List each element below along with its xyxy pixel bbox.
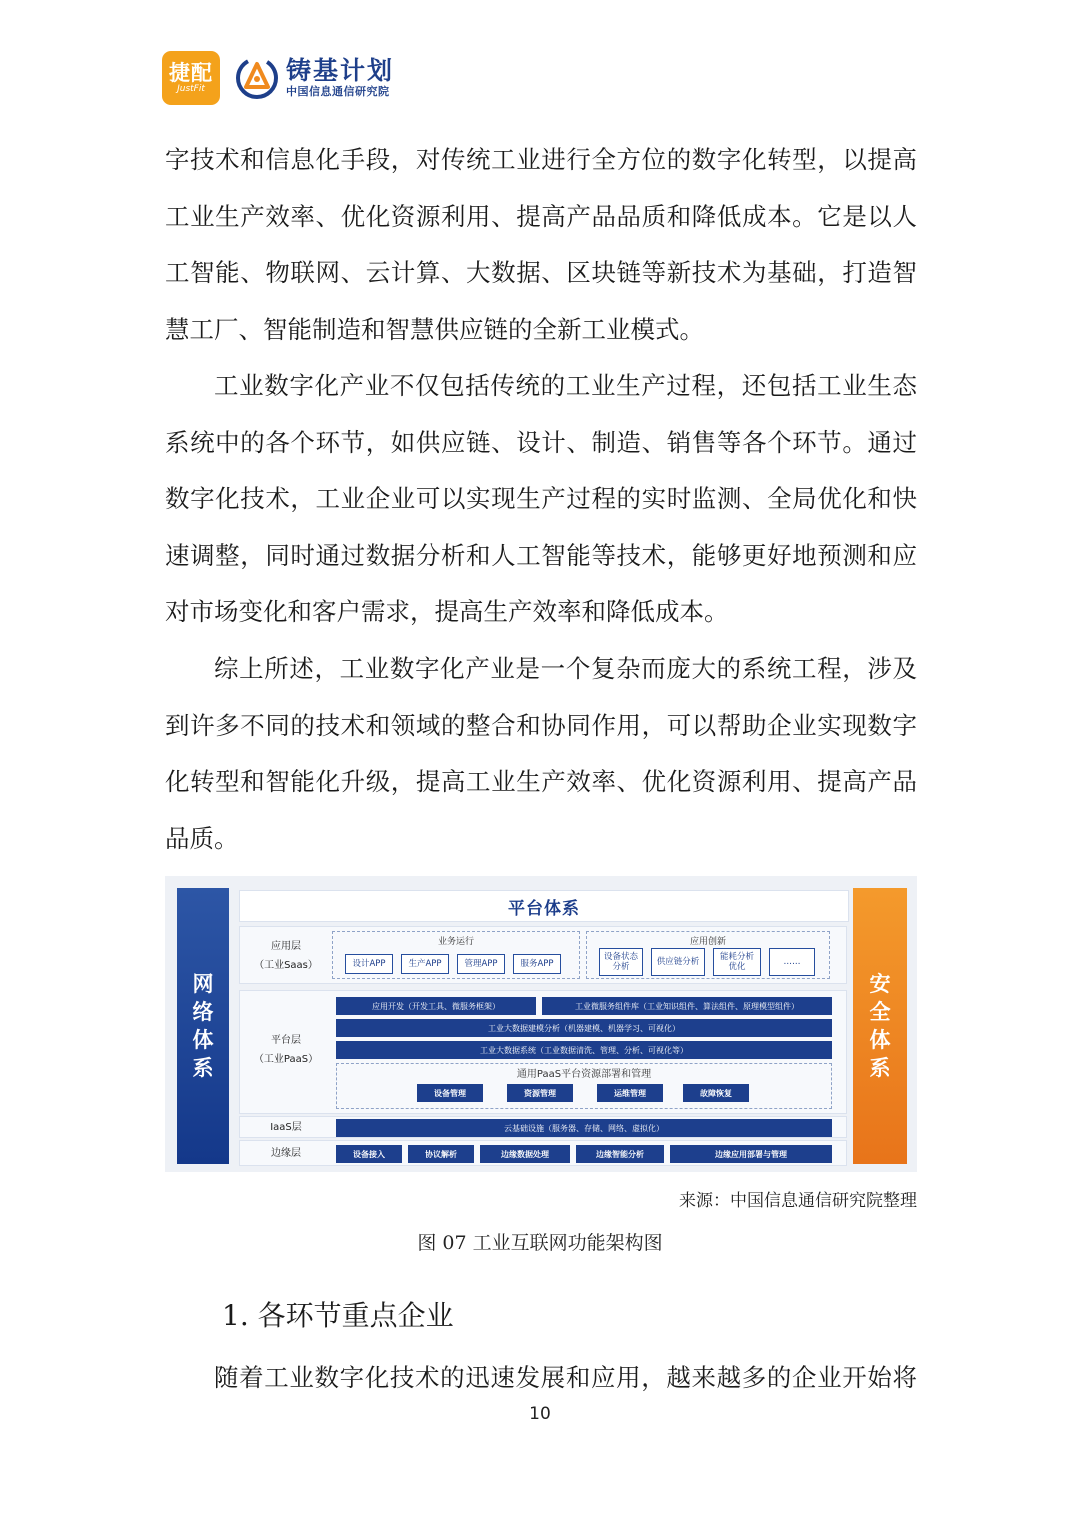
layer-label-line: （工业Saas） (254, 960, 318, 971)
zhuji-emblem-icon (234, 55, 280, 101)
edge-item: 边缘智能分析 (576, 1145, 664, 1163)
general-paas-title: 通用PaaS平台资源部署和管理 (516, 1069, 652, 1080)
edge-layer (239, 1140, 847, 1166)
iaas-layer-label: IaaS层 (270, 1122, 302, 1133)
general-paas-item: 故障恢复 (683, 1084, 749, 1102)
paragraph-1 (165, 132, 917, 358)
app-dev-bar: 应用开发（开发工具、微服务框架） (336, 997, 536, 1015)
layer-label-line: （工业PaaS） (253, 1054, 319, 1065)
general-paas-item: 资源管理 (507, 1084, 573, 1102)
paas-layer (239, 990, 847, 1114)
general-paas-item: 设备管理 (417, 1084, 483, 1102)
edge-item: 边缘数据处理 (480, 1145, 570, 1163)
business-chip: 设计APP (345, 954, 393, 974)
paragraph-line: 慧工厂、智能制造和智慧供应链的全新工业模式。 (165, 314, 704, 344)
general-paas-group (336, 1063, 832, 1109)
edge-item: 边缘应用部署与管理 (670, 1145, 832, 1163)
zhuji-logo-org: 中国信息通信研究院 (286, 85, 390, 98)
paas-layer-label (244, 1031, 328, 1069)
application-layer-label (244, 937, 328, 975)
edge-layer-label: 边缘层 (271, 1148, 301, 1159)
paragraph-line: 品质。 (165, 823, 239, 853)
iaas-layer (239, 1116, 847, 1138)
security-system-bar (853, 888, 907, 1164)
business-chip: 管理APP (457, 954, 505, 974)
business-group (332, 931, 580, 979)
paragraph-3 (165, 641, 917, 867)
paragraph-4 (165, 1350, 917, 1407)
page-number: 10 (529, 1404, 551, 1424)
paragraph-line: 到许多不同的技术和领域的整合和协同作用，可以帮助企业实现数字 (165, 710, 917, 740)
justfit-logo (162, 51, 220, 105)
paragraph-line: 数字化技术，工业企业可以实现生产过程的实时监测、全局优化和快 (165, 484, 917, 513)
paragraph-line: 工业生产效率、优化资源利用、提高产品品质和降低成本。它是以人 (165, 201, 917, 231)
paragraph-line: 速调整，同时通过数据分析和人工智能等技术，能够更好地预测和应 (165, 540, 917, 570)
security-char: 体 (869, 1028, 891, 1052)
figure-caption: 图 07 工业互联网功能架构图 (417, 1232, 663, 1254)
security-char: 系 (869, 1056, 891, 1080)
network-char: 系 (192, 1056, 214, 1080)
innovation-chip: 能耗分析优化 (713, 948, 761, 976)
paragraph-line: 综上所述，工业数字化产业是一个复杂而庞大的系统工程，涉及 (214, 654, 917, 683)
architecture-figure (165, 876, 917, 1172)
business-group-title: 业务运行 (437, 937, 474, 947)
zhuji-logo-name: 铸基计划 (286, 56, 395, 85)
paragraph-line: 字技术和信息化手段，对传统工业进行全方位的数字化转型，以提高 (165, 145, 917, 174)
business-chip: 服务APP (513, 954, 561, 974)
justfit-logo-subtext: JustFit (177, 83, 205, 94)
edge-item: 设备接入 (336, 1145, 402, 1163)
network-char: 络 (192, 1000, 214, 1024)
network-char: 网 (192, 972, 214, 996)
paragraph-line: 化转型和智能化升级，提高工业生产效率、优化资源利用、提高产品 (165, 767, 917, 796)
paragraph-line: 工智能、物联网、云计算、大数据、区块链等新技术为基础，打造智 (165, 258, 917, 287)
paragraph-line: 工业数字化产业不仅包括传统的工业生产过程，还包括工业生态 (214, 371, 917, 400)
layer-label-line: 应用层 (271, 941, 301, 952)
edge-item: 协议解析 (408, 1145, 474, 1163)
paragraph-line: 随着工业数字化技术的迅速发展和应用，越来越多的企业开始将 (214, 1363, 917, 1392)
innovation-chip: …… (769, 948, 815, 976)
iaas-bar: 云基础设施（服务器、存储、网络、虚拟化） (336, 1119, 832, 1137)
general-paas-item: 运维管理 (597, 1084, 663, 1102)
figure-source: 来源：中国信息通信研究院整理 (679, 1191, 917, 1211)
paragraph-line: 对市场变化和客户需求，提高生产效率和降低成本。 (165, 597, 729, 626)
paragraph-line: 系统中的各个环节，如供应链、设计、制造、销售等各个环节。通过 (165, 427, 917, 457)
microservice-bar: 工业微服务组件库（工业知识组件、算法组件、原理模型组件） (542, 997, 832, 1015)
layer-label-line: 平台层 (271, 1035, 301, 1046)
innovation-group-title: 应用创新 (689, 937, 726, 947)
zhuji-logo (234, 55, 394, 101)
security-char: 全 (869, 1000, 891, 1024)
business-chip: 生产APP (401, 954, 449, 974)
paragraph-2 (165, 358, 917, 641)
justfit-logo-text: 捷配 (169, 60, 213, 85)
innovation-group (586, 931, 830, 979)
platform-title: 平台体系 (239, 890, 849, 922)
security-char: 安 (869, 972, 891, 996)
bigdata-system-bar: 工业大数据系统（工业数据清洗、管理、分析、可视化等） (336, 1041, 832, 1059)
innovation-chip: 供应链分析 (651, 948, 705, 976)
network-char: 体 (192, 1028, 214, 1052)
bigdata-modeling-bar: 工业大数据建模分析（机器建模、机器学习、可视化） (336, 1019, 832, 1037)
network-system-bar (177, 888, 229, 1164)
section-heading: 1. 各环节重点企业 (222, 1299, 454, 1332)
application-layer (239, 926, 847, 984)
innovation-chip: 设备状态分析 (599, 948, 643, 976)
header-logos (162, 50, 394, 106)
